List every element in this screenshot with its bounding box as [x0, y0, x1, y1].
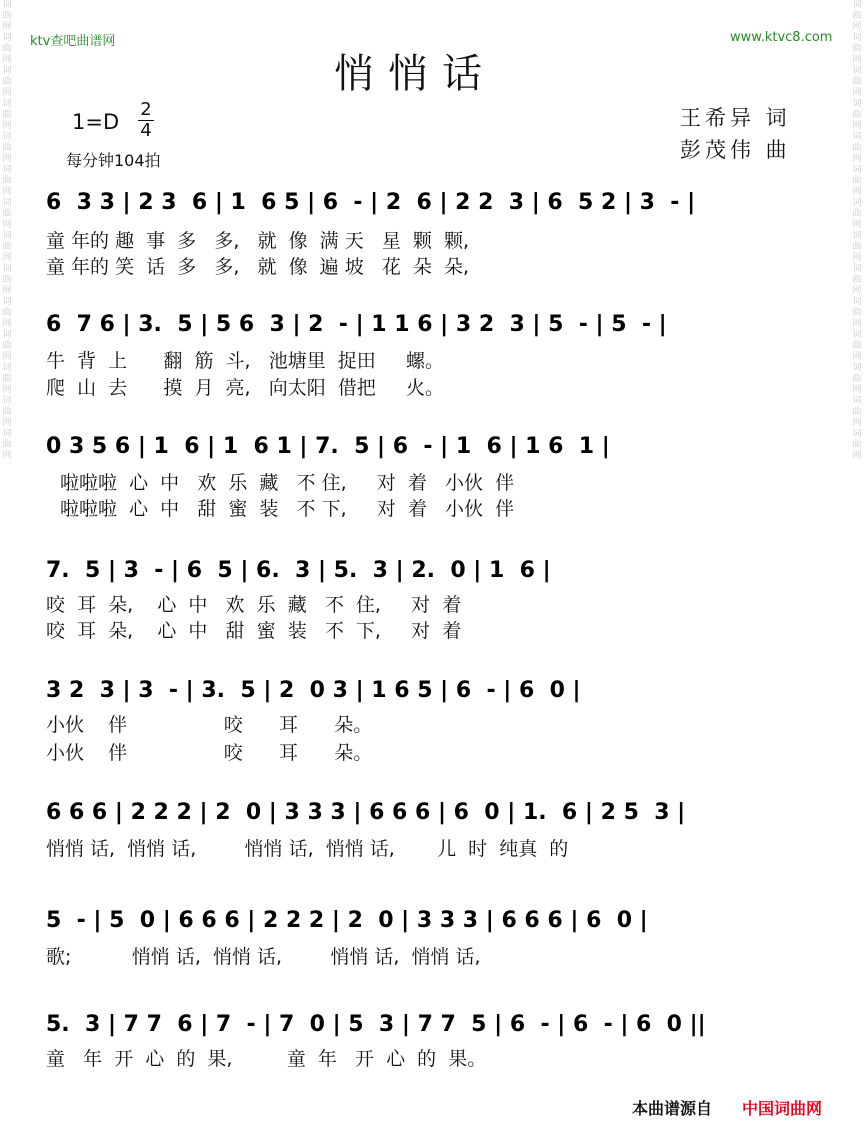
lyrics-line-4-verse-2: 咬 耳 朵, 心 中 甜 蜜 装 不 下, 对 着: [46, 620, 462, 642]
notes-line-6: 6 6 6 | 2 2 2 | 2 0 | 3 3 3 | 6 6 6 | 6 0 | 1. 6 | 2 5 3 |: [46, 800, 686, 825]
footer-source-label: 本曲谱源自: [632, 1099, 713, 1118]
lyrics-line-8: 童 年 开 心 的 果, 童 年 开 心 的 果。: [46, 1048, 487, 1070]
notation-line-5: [40, 664, 830, 708]
song-title: 悄悄话: [334, 51, 496, 97]
notation-line-4: [40, 544, 830, 588]
lyricist-credit: 王希异 词: [680, 106, 791, 130]
lyrics-line-4-verse-1: 咬 耳 朵, 心 中 欢 乐 藏 不 住, 对 着: [46, 594, 462, 616]
site-link-right[interactable]: www.ktvc8.com: [730, 30, 833, 45]
notes-line-7: 5 - | 5 0 | 6 6 6 | 2 2 2 | 2 0 | 3 3 3 | 6 6 6 | 6 0 |: [46, 908, 648, 933]
notation-line-6: [40, 786, 830, 830]
lyrics-line-5-verse-2: 小伙 伴 咬 耳 朵。: [46, 742, 373, 764]
site-link-left[interactable]: ktv查吧曲谱网: [30, 34, 116, 49]
notes-line-8: 5. 3 | 7 7 6 | 7 - | 7 0 | 5 3 | 7 7 5 | 6 - | 6 - | 6 0 ||: [46, 1012, 706, 1037]
time-signature-top: 2: [140, 99, 152, 120]
lyrics-line-1-verse-1: 童 年的 趣 事 多 多, 就 像 满 天 星 颗 颗,: [46, 230, 470, 252]
lyrics-line-3-verse-2: 啦啦啦 心 中 甜 蜜 装 不 下, 对 着 小伙 伴: [60, 498, 515, 520]
notation-line-7: [40, 894, 830, 938]
lyrics-line-5-verse-1: 小伙 伴 咬 耳 朵。: [46, 714, 373, 736]
lyrics-line-2-verse-2: 爬 山 去 摸 月 亮, 向太阳 借把 火。: [46, 377, 444, 399]
lyrics-line-1-verse-2: 童 年的 笑 话 多 多, 就 像 遍 坡 花 朵 朵,: [46, 256, 470, 278]
composer-credit: 彭茂伟 曲: [680, 138, 791, 162]
notes-line-4: 7. 5 | 3 - | 6 5 | 6. 3 | 5. 3 | 2. 0 | 1 6 |: [46, 558, 551, 583]
notes-line-1: 6 3 3 | 2 3 6 | 1 6 5 | 6 - | 2 6 | 2 2 3 | 6 5 2 | 3 - |: [46, 190, 696, 215]
notes-line-3: 0 3 5 6 | 1 6 | 1 6 1 | 7. 5 | 6 - | 1 6 | 1 6 1 |: [46, 434, 610, 459]
lyrics-line-3-verse-1: 啦啦啦 心 中 欢 乐 藏 不 住, 对 着 小伙 伴: [60, 472, 515, 494]
notation-line-2: [40, 298, 830, 342]
lyrics-line-7: 歌; 悄悄 话, 悄悄 话, 悄悄 话, 悄悄 话,: [46, 946, 481, 968]
tempo-marking: 每分钟104拍: [66, 151, 161, 170]
notes-line-2: 6 7 6 | 3. 5 | 5 6 3 | 2 - | 1 1 6 | 3 2 3 | 5 - | 5 - |: [46, 312, 667, 337]
side-watermark-right: 词曲网词曲网词曲网词曲网词曲网词曲网词曲网词曲网词曲网词曲网词曲网词曲网词曲网词曲网: [852, 0, 862, 461]
lyrics-line-6: 悄悄 话, 悄悄 话, 悄悄 话, 悄悄 话, 儿 时 纯真 的: [46, 838, 569, 860]
notation-line-8: [40, 998, 830, 1042]
notes-line-5: 3 2 3 | 3 - | 3. 5 | 2 0 3 | 1 6 5 | 6 - | 6 0 |: [46, 678, 581, 703]
notation-line-1: [40, 176, 830, 220]
notation-line-3: [40, 420, 830, 464]
time-signature-bottom: 4: [138, 120, 154, 141]
lyrics-line-2-verse-1: 牛 背 上 翻 筋 斗, 池塘里 捉田 螺。: [46, 350, 444, 372]
footer-source-site[interactable]: 中国词曲网: [742, 1099, 823, 1118]
time-signature: [138, 100, 154, 141]
key-signature: 1=D: [72, 110, 120, 134]
side-watermark-left: 词曲网词曲网词曲网词曲网词曲网词曲网词曲网词曲网词曲网词曲网词曲网词曲网词曲网词曲网: [2, 0, 12, 461]
